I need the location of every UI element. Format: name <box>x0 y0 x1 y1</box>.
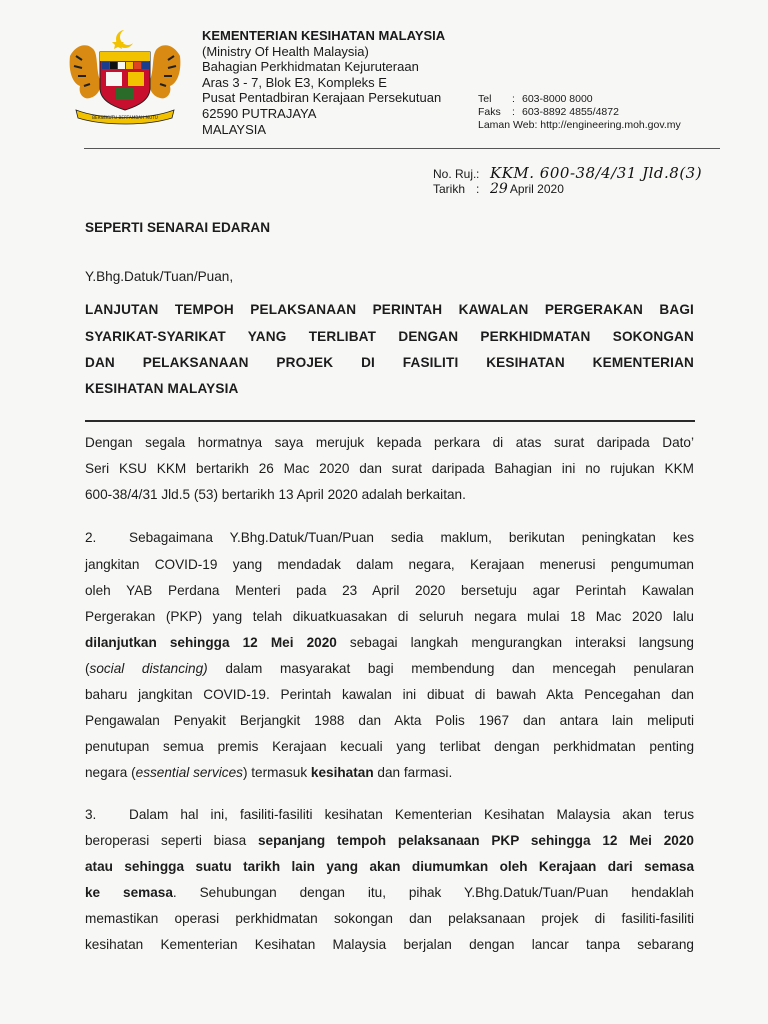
para2-number: 2. <box>85 530 97 545</box>
recipient-line: SEPERTI SENARAI EDARAN <box>85 220 271 235</box>
para2-line: Pergerakan (PKP) yang telah dikuatkuasakan di seluruh negara mulai 18 Mac 2020 lalu <box>85 609 694 624</box>
address-line-2: Pusat Pentadbiran Kerajaan Persekutuan <box>202 90 442 106</box>
tel-row <box>478 93 681 106</box>
ministry-name-english: (Ministry Of Health Malaysia) <box>202 43 369 59</box>
para2-line: penutupan semua premis Kerajaan kecuali yang terlibat dengan perkhidmatan penting <box>85 739 694 754</box>
para2-line: jangkitan COVID-19 yang mendadak dalam negara, Kerajaan menerusi pengumuman <box>85 557 694 572</box>
salutation: Y.Bhg.Datuk/Tuan/Puan, <box>85 269 234 284</box>
subject-line-2: SYARIKAT-SYARIKAT YANG TERLIBAT DENGAN PERKHIDMATAN SOKONGAN <box>85 329 694 344</box>
fax-colon: : <box>512 106 515 118</box>
ministry-address-block <box>202 28 445 137</box>
para2-line: oleh YAB Perdana Menteri pada 23 April 2020 bersetuju agar Perintah Kawalan <box>85 583 694 598</box>
tel-colon: : <box>512 93 515 105</box>
fax-value: 603-8892 4855/4872 <box>522 106 619 118</box>
fax-row <box>478 106 681 119</box>
para2-line <box>85 635 694 650</box>
letterhead-divider <box>84 148 720 149</box>
web-link[interactable]: http://engineering.moh.gov.my <box>540 119 681 131</box>
web-row <box>478 119 681 132</box>
para3-line: kesihatan Kementerian Kesihatan Malaysia berjalan dengan lancar tanpa sebarang <box>85 937 694 952</box>
date-colon: : <box>476 182 480 196</box>
para3-emphasis: sepanjang tempoh pelaksanaan PKP sehingga 12 Mei 2020 <box>257 833 694 848</box>
subject-line-4: KESIHATAN MALAYSIA <box>85 381 239 396</box>
para2-text: dalam masyarakat bagi membendung dan mencegah penularan <box>207 661 694 676</box>
para2-text: negara ( <box>85 765 136 780</box>
reference-colon: : <box>476 167 480 181</box>
reference-label: No. Ruj. <box>433 167 477 181</box>
tel-label: Tel <box>478 93 492 105</box>
malaysia-coat-of-arms-icon <box>62 26 188 126</box>
para2-emphasis: dilanjutkan sehingga 12 Mei 2020 <box>85 635 337 650</box>
para3-line <box>85 807 694 822</box>
date-row <box>433 181 702 198</box>
para3-text: . Sehubungan dengan itu, pihak Y.Bhg.Datuk/Tuan/Puan hendaklah <box>172 885 694 900</box>
para1-line: Dengan segala hormatnya saya merujuk kepada perkara di atas surat daripada Dato’ <box>85 435 694 450</box>
para3-line: memastikan operasi perkhidmatan sokongan dan pelaksanaan projek di fasiliti-fasiliti <box>85 911 694 926</box>
subject-underline <box>85 420 695 422</box>
reference-row <box>433 164 702 181</box>
para3-number: 3. <box>85 807 97 822</box>
para2-text: ) termasuk <box>242 765 311 780</box>
para2-line <box>85 661 694 676</box>
date-day-handwritten: 29 <box>490 181 508 197</box>
para2-text: Sebagaimana Y.Bhg.Datuk/Tuan/Puan sedia maklum, berikutan peningkatan kes <box>129 530 694 545</box>
para1-line: Seri KSU KKM bertarikh 26 Mac 2020 dan surat daripada Bahagian ini no rujukan KKM <box>85 461 694 476</box>
reference-number: KKM. 600-38/4/31 Jld.8(3) <box>490 164 703 182</box>
para2-emphasis: kesihatan <box>310 765 374 780</box>
para2-line: baharu jangkitan COVID-19. Perintah kawalan ini dibuat di bawah Akta Pencegahan dan <box>85 687 694 702</box>
postcode-city: 62590 PUTRAJAYA <box>202 105 317 121</box>
date-label: Tarikh <box>433 182 466 196</box>
para2-line <box>85 765 452 780</box>
web-colon: : <box>534 119 541 131</box>
fax-label: Faks <box>478 106 501 118</box>
country: MALAYSIA <box>202 121 267 137</box>
para3-text: beroperasi seperti biasa <box>85 833 258 848</box>
subject-line-3: DAN PELAKSANAAN PROJEK DI FASILITI KESIHATAN KEMENTERIAN <box>85 355 694 370</box>
para2-italic: essential services <box>135 765 243 780</box>
tel-value: 603-8000 8000 <box>522 93 593 105</box>
para2-line <box>85 530 694 545</box>
para2-text: sebagai langkah mengurangkan interaksi langsung <box>336 635 694 650</box>
para2-italic: social distancing) <box>89 661 208 676</box>
division-name: Bahagian Perkhidmatan Kejuruteraan <box>202 59 419 75</box>
svg-text:BERSEKUTU BERTAMBAH MUTU: BERSEKUTU BERTAMBAH MUTU <box>92 115 158 120</box>
ministry-name: KEMENTERIAN KESIHATAN MALAYSIA <box>202 28 446 43</box>
para3-line <box>85 885 694 900</box>
contact-block <box>478 93 681 132</box>
para1-line: 600-38/4/31 Jld.5 (53) bertarikh 13 April 2020 adalah berkaitan. <box>85 487 466 502</box>
date-month-year: April 2020 <box>509 182 564 196</box>
para2-text: dan farmasi. <box>373 765 453 780</box>
para3-line: atau sehingga suatu tarikh lain yang akan diumumkan oleh Kerajaan dari semasa <box>85 859 694 874</box>
para3-text: Dalam hal ini, fasiliti-fasiliti kesihatan Kementerian Kesihatan Malaysia akan terus <box>129 807 694 822</box>
para2-line: Pengawalan Penyakit Berjangkit 1988 dan Akta Polis 1967 dan antara lain meliputi <box>85 713 694 728</box>
subject-line-1: LANJUTAN TEMPOH PELAKSANAAN PERINTAH KAWALAN PERGERAKAN BAGI <box>85 302 694 317</box>
para3-line <box>85 833 694 848</box>
address-line-1: Aras 3 - 7, Blok E3, Kompleks E <box>202 74 387 90</box>
web-label: Laman Web <box>478 119 535 131</box>
para3-emphasis: ke semasa <box>85 885 173 900</box>
reference-block <box>433 164 702 198</box>
para2-text: ( <box>85 661 90 676</box>
